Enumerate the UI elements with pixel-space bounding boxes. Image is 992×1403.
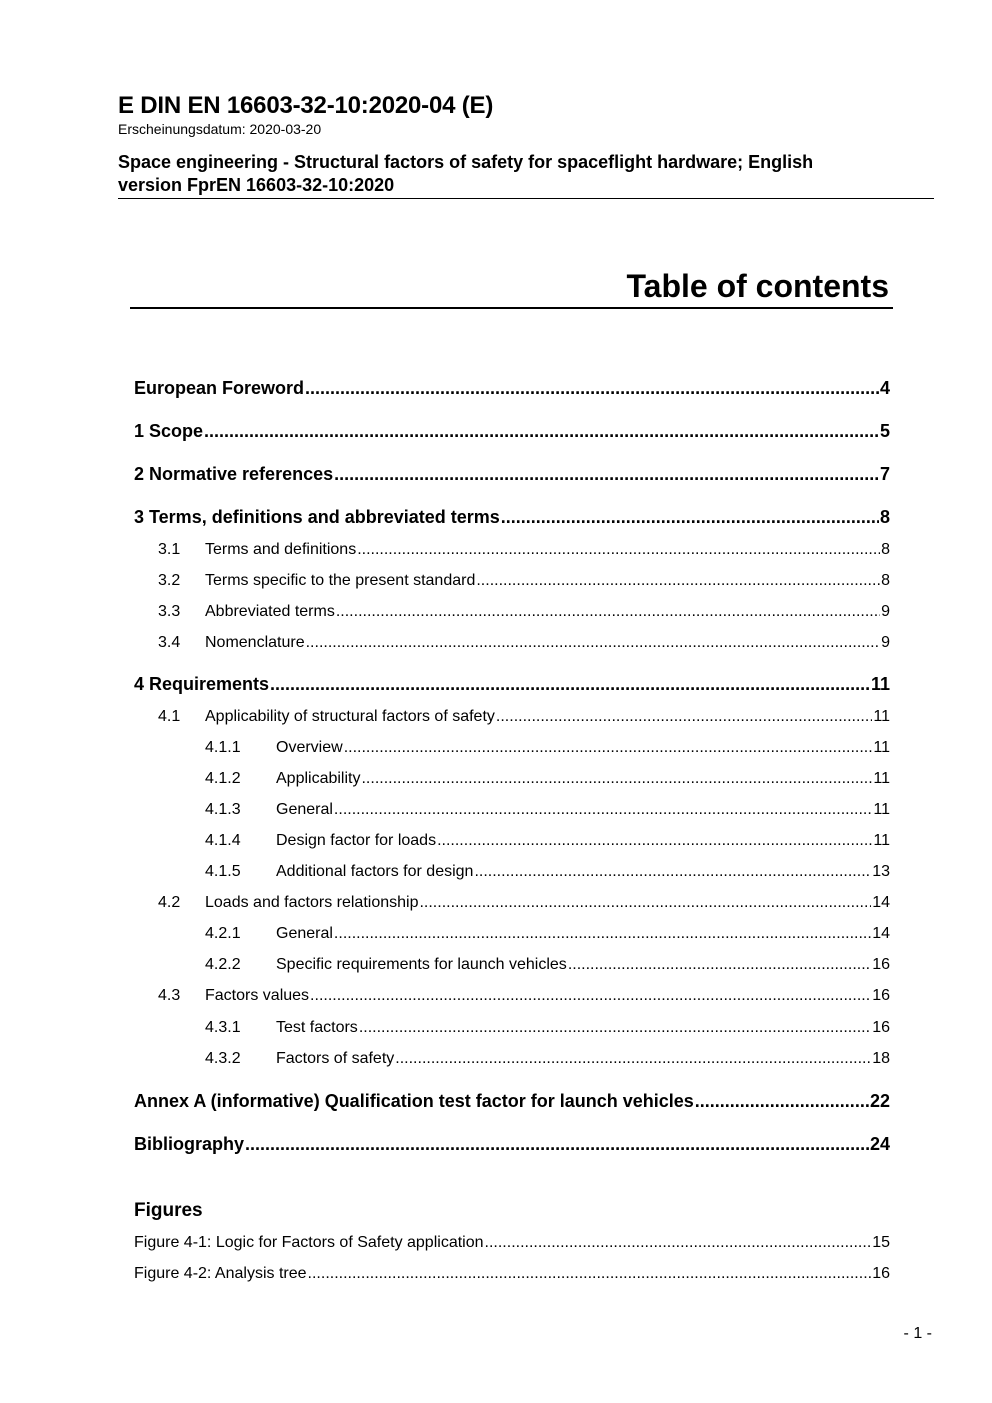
toc-label: Annex A (informative) Qualification test factor for launch vehicles bbox=[134, 1091, 694, 1111]
toc-entry-foreword[interactable] bbox=[134, 378, 890, 402]
toc-label: Applicability of structural factors of safety bbox=[205, 708, 495, 725]
toc-entry-4-3-1[interactable] bbox=[205, 1019, 890, 1041]
toc-leader bbox=[476, 572, 880, 590]
toc-label: Factors of safety bbox=[276, 1050, 395, 1067]
toc-entry-3-3[interactable] bbox=[158, 603, 890, 625]
toc-leader bbox=[344, 739, 873, 757]
toc-number: 3.4 bbox=[158, 634, 181, 651]
toc-label: 1 Scope bbox=[134, 421, 204, 441]
toc-page: 5 bbox=[879, 421, 890, 441]
toc-entry-requirements[interactable] bbox=[134, 674, 890, 698]
toc-label: Applicability bbox=[276, 770, 361, 787]
toc-page: 14 bbox=[872, 925, 890, 942]
toc-entry-4-1-1[interactable] bbox=[205, 739, 890, 761]
toc-page: 24 bbox=[869, 1134, 890, 1154]
toc-entry-bibliography[interactable] bbox=[134, 1134, 890, 1158]
toc-entry-normative-references[interactable] bbox=[134, 464, 890, 488]
toc-page: 9 bbox=[881, 634, 890, 651]
toc-heading: Table of contents bbox=[626, 268, 889, 304]
toc-number: 4.2.2 bbox=[205, 956, 241, 973]
toc-entry-3-2[interactable] bbox=[158, 572, 890, 594]
toc-leader bbox=[395, 1050, 871, 1068]
page-number: - 1 - bbox=[903, 1325, 932, 1342]
toc-entry-4-2-1[interactable] bbox=[205, 925, 890, 947]
toc-leader bbox=[357, 541, 880, 559]
figure-entry-4-1[interactable] bbox=[134, 1234, 890, 1256]
toc-number: 4.1.5 bbox=[205, 863, 241, 880]
toc-number: 4.2.1 bbox=[205, 925, 241, 942]
toc-leader bbox=[306, 634, 880, 652]
toc-number: 4.1 bbox=[158, 708, 181, 725]
toc-leader bbox=[270, 674, 870, 695]
toc-page: 4 bbox=[879, 378, 890, 398]
toc-page: 11 bbox=[873, 739, 890, 756]
toc-label: European Foreword bbox=[134, 378, 305, 398]
toc-number: 3.1 bbox=[158, 541, 181, 558]
toc-number: 4.1.4 bbox=[205, 832, 241, 849]
toc-leader bbox=[245, 1134, 869, 1155]
toc-leader bbox=[334, 925, 871, 943]
figure-page: 16 bbox=[872, 1265, 890, 1282]
toc-entry-4-3[interactable] bbox=[158, 987, 890, 1009]
toc-label: General bbox=[276, 925, 333, 942]
toc-entry-4-1-5[interactable] bbox=[205, 863, 890, 885]
toc-leader bbox=[308, 1265, 872, 1283]
toc-page: 13 bbox=[872, 863, 890, 880]
toc-page: 16 bbox=[872, 987, 890, 1004]
toc-number: 4.3.1 bbox=[205, 1019, 241, 1036]
toc-label: General bbox=[276, 801, 333, 818]
toc-entry-4-1-4[interactable] bbox=[205, 832, 890, 854]
toc-entry-4-3-2[interactable] bbox=[205, 1050, 890, 1072]
toc-leader bbox=[310, 987, 871, 1005]
toc-entry-terms[interactable] bbox=[134, 507, 890, 531]
publication-date: Erscheinungsdatum: 2020-03-20 bbox=[118, 121, 322, 137]
toc-number: 3.2 bbox=[158, 572, 181, 589]
figure-label: Figure 4-1: Logic for Factors of Safety application bbox=[134, 1234, 484, 1251]
toc-leader bbox=[336, 603, 880, 621]
toc-label: Terms and definitions bbox=[205, 541, 357, 558]
toc-leader bbox=[204, 421, 879, 442]
toc-leader bbox=[496, 708, 872, 726]
toc-leader bbox=[695, 1091, 869, 1112]
toc-page: 14 bbox=[872, 894, 890, 911]
toc-entry-4-2[interactable] bbox=[158, 894, 890, 916]
toc-leader bbox=[334, 464, 879, 485]
figure-label: Figure 4-2: Analysis tree bbox=[134, 1265, 307, 1282]
toc-page: 9 bbox=[881, 603, 890, 620]
toc-label: Factors values bbox=[205, 987, 310, 1004]
toc-page: 11 bbox=[873, 832, 890, 849]
toc-leader bbox=[568, 956, 871, 974]
toc-entry-4-2-2[interactable] bbox=[205, 956, 890, 978]
toc-page: 8 bbox=[881, 541, 890, 558]
toc-leader bbox=[305, 378, 879, 399]
toc-entry-scope[interactable] bbox=[134, 421, 890, 445]
toc-entry-4-1-3[interactable] bbox=[205, 801, 890, 823]
toc-label: 3 Terms, definitions and abbreviated terms bbox=[134, 507, 500, 527]
toc-entry-annex-a[interactable] bbox=[134, 1091, 890, 1115]
toc-number: 4.3 bbox=[158, 987, 181, 1004]
toc-leader bbox=[485, 1234, 872, 1252]
toc-entry-3-1[interactable] bbox=[158, 541, 890, 563]
toc-page: 11 bbox=[873, 708, 890, 725]
toc-number: 3.3 bbox=[158, 603, 181, 620]
toc-page: 8 bbox=[881, 572, 890, 589]
toc-page: 16 bbox=[872, 956, 890, 973]
toc-label: Overview bbox=[276, 739, 343, 756]
toc-label: Loads and factors relationship bbox=[205, 894, 419, 911]
toc-number: 4.2 bbox=[158, 894, 181, 911]
toc-label: 4 Requirements bbox=[134, 674, 270, 694]
toc-label: Abbreviated terms bbox=[205, 603, 335, 620]
toc-leader bbox=[361, 770, 872, 788]
toc-leader bbox=[359, 1019, 871, 1037]
toc-leader bbox=[419, 894, 871, 912]
toc-label: Test factors bbox=[276, 1019, 358, 1036]
toc-leader bbox=[501, 507, 879, 528]
document-title bbox=[118, 151, 934, 199]
toc-entry-3-4[interactable] bbox=[158, 634, 890, 656]
toc-label: Nomenclature bbox=[205, 634, 305, 651]
toc-label: Specific requirements for launch vehicles bbox=[276, 956, 567, 973]
toc-leader bbox=[474, 863, 871, 881]
toc-label: Design factor for loads bbox=[276, 832, 437, 849]
toc-entry-4-1-2[interactable] bbox=[205, 770, 890, 792]
toc-number: 4.1.3 bbox=[205, 801, 241, 818]
toc-label: Bibliography bbox=[134, 1134, 245, 1154]
toc-page: 11 bbox=[873, 801, 890, 818]
toc-heading-block bbox=[130, 266, 893, 309]
toc-page: 11 bbox=[870, 674, 890, 694]
toc-page: 18 bbox=[872, 1050, 890, 1067]
toc-entry-4-1[interactable] bbox=[158, 708, 890, 730]
toc-label: 2 Normative references bbox=[134, 464, 334, 484]
toc-page: 22 bbox=[869, 1091, 890, 1111]
figure-page: 15 bbox=[872, 1234, 890, 1251]
toc-page: 11 bbox=[873, 770, 890, 787]
document-header bbox=[118, 92, 934, 199]
toc-page: 16 bbox=[872, 1019, 890, 1036]
figure-entry-4-2[interactable] bbox=[134, 1265, 890, 1287]
toc-number: 4.3.2 bbox=[205, 1050, 241, 1067]
document-title-line-1: Space engineering - Structural factors of safety for spaceflight hardware; English bbox=[118, 152, 814, 172]
toc-leader bbox=[437, 832, 872, 850]
toc-label: Additional factors for design bbox=[276, 863, 474, 880]
toc-label: Terms specific to the present standard bbox=[205, 572, 476, 589]
toc-page: 8 bbox=[879, 507, 890, 527]
toc-number: 4.1.2 bbox=[205, 770, 241, 787]
document-title-line-2: version FprEN 16603-32-10:2020 bbox=[118, 175, 395, 195]
toc-leader bbox=[334, 801, 872, 819]
toc-number: 4.1.1 bbox=[205, 739, 241, 756]
toc-page: 7 bbox=[879, 464, 890, 484]
figures-heading: Figures bbox=[134, 1200, 203, 1221]
document-id: E DIN EN 16603-32-10:2020-04 (E) bbox=[118, 92, 494, 119]
